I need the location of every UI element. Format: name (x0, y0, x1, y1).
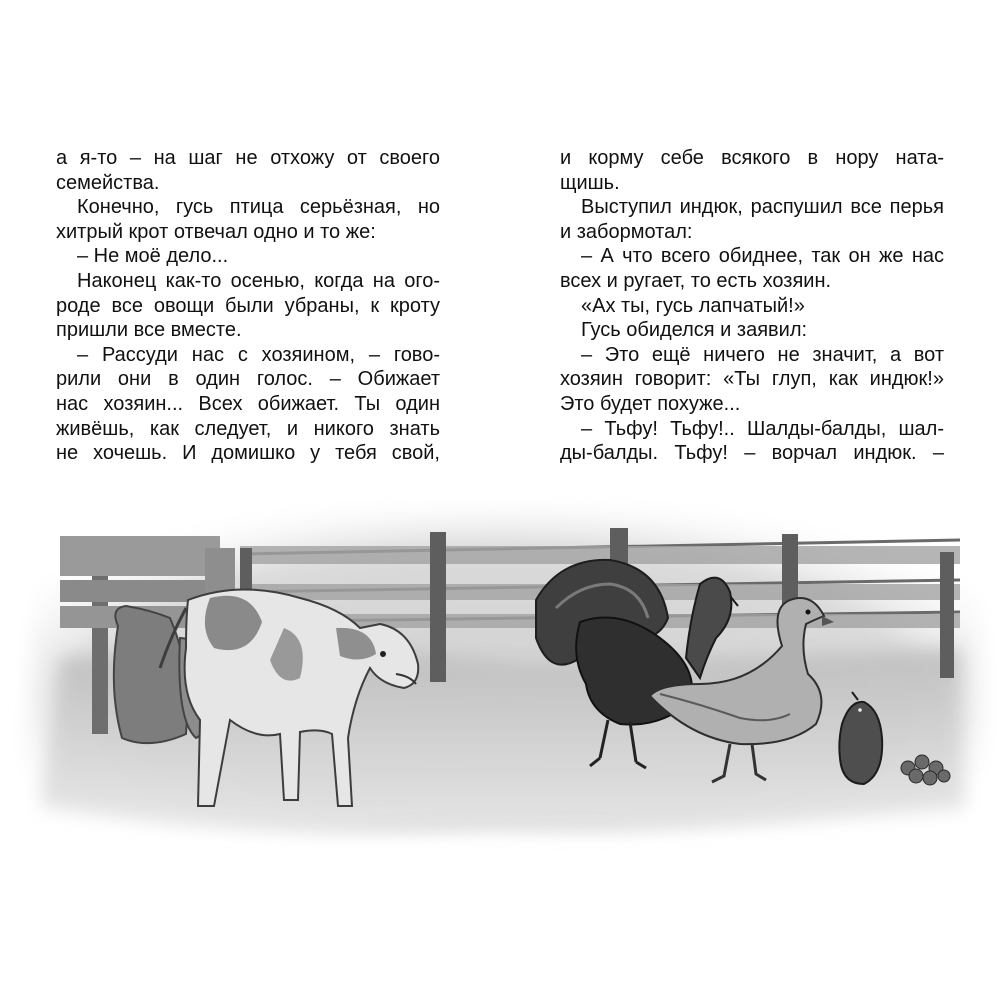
text-line: не хочешь. И домишко у тебя свой, (56, 442, 440, 465)
text-line: щишь. (560, 171, 620, 194)
text-column-right (560, 146, 944, 466)
text-line: и корму себе всякого в нору ната- (560, 147, 944, 169)
text-line: «Ах ты, гусь лапчатый!» (581, 294, 805, 317)
text-line: а я-то – на шаг не отхожу от своего (56, 147, 440, 169)
text-line: всех и ругает, то есть хозяин. (560, 269, 832, 292)
text-line: хозяин говорит: «Ты глуп, как индюк!» (560, 368, 944, 391)
text-line: семейства. (56, 171, 160, 194)
text-line: и забормотал: (560, 220, 693, 243)
text-line: Конечно, гусь птица серьёзная, но (77, 196, 440, 219)
text-line: – Это ещё ничего не значит, а вот (581, 343, 944, 366)
text-line: Выступил индюк, распушил все перья (581, 196, 944, 219)
text-line: живёшь, как следует, и никого знать (56, 417, 440, 440)
text-line: Гусь обиделся и заявил: (581, 319, 808, 342)
text-line: – Тьфу! Тьфу!.. Шалды-балды, шал- (581, 417, 944, 440)
text-line: Наконец как-то осенью, когда на ого- (77, 269, 440, 292)
text-line: пришли все вместе. (56, 319, 242, 342)
text-line: – Рассуди нас с хозяином, – гово- (77, 343, 440, 366)
text-line: нас хозяин... Всех обижает. Ты один (56, 392, 440, 415)
text-column-left (56, 146, 440, 466)
text-line: – А что всего обиднее, так он же нас (581, 245, 944, 268)
text-line: роде все овощи были убраны, к кроту (56, 294, 440, 317)
text-line: – Не моё дело... (77, 245, 229, 268)
text-line: рили они в один голос. – Обижает (56, 368, 440, 391)
text-line: ды-балды. Тьфу! – ворчал индюк. – (560, 442, 944, 465)
text-line: хитрый крот отвечал одно и то же: (56, 220, 376, 243)
text-line: Это будет похуже... (560, 392, 741, 415)
illustration (0, 488, 1000, 860)
